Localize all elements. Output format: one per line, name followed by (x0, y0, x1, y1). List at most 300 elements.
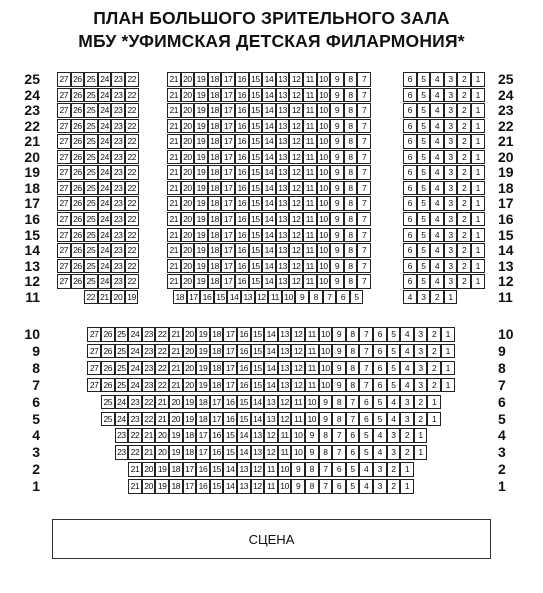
seat[interactable]: 9 (330, 181, 344, 196)
seat[interactable]: 27 (57, 243, 71, 258)
seat[interactable]: 16 (235, 196, 249, 211)
seat[interactable]: 17 (196, 445, 210, 460)
seat[interactable]: 8 (346, 327, 360, 342)
seat[interactable]: 27 (57, 165, 71, 180)
seat[interactable]: 14 (262, 243, 276, 258)
seat[interactable]: 20 (169, 412, 183, 427)
seat[interactable]: 17 (210, 395, 224, 410)
seat[interactable]: 15 (249, 196, 263, 211)
seat[interactable]: 12 (289, 243, 303, 258)
seat[interactable]: 4 (373, 428, 387, 443)
seat[interactable]: 11 (303, 88, 317, 103)
seat[interactable]: 18 (196, 395, 210, 410)
seat[interactable]: 13 (276, 119, 290, 134)
seat[interactable]: 20 (183, 327, 197, 342)
seat[interactable]: 21 (167, 212, 181, 227)
seat[interactable]: 15 (249, 212, 263, 227)
seat[interactable]: 17 (223, 378, 237, 393)
seat[interactable]: 24 (98, 150, 112, 165)
seat[interactable]: 14 (262, 134, 276, 149)
seat[interactable]: 4 (430, 181, 444, 196)
seat[interactable]: 7 (357, 274, 371, 289)
seat[interactable]: 27 (87, 378, 101, 393)
seat[interactable]: 8 (344, 134, 358, 149)
seat[interactable]: 27 (57, 228, 71, 243)
seat[interactable]: 24 (128, 344, 142, 359)
seat[interactable]: 16 (237, 327, 251, 342)
seat[interactable]: 6 (346, 428, 360, 443)
seat[interactable]: 15 (223, 428, 237, 443)
seat[interactable]: 13 (276, 72, 290, 87)
seat[interactable]: 5 (417, 103, 431, 118)
seat[interactable]: 17 (221, 228, 235, 243)
seat[interactable]: 15 (251, 327, 265, 342)
seat[interactable]: 15 (249, 72, 263, 87)
seat[interactable]: 26 (101, 344, 115, 359)
seat[interactable]: 10 (278, 479, 292, 494)
seat[interactable]: 23 (111, 134, 125, 149)
seat[interactable]: 2 (400, 428, 414, 443)
seat[interactable]: 21 (167, 274, 181, 289)
seat[interactable]: 21 (167, 259, 181, 274)
seat[interactable]: 10 (317, 212, 331, 227)
seat[interactable]: 7 (359, 361, 373, 376)
seat[interactable]: 25 (84, 88, 98, 103)
seat[interactable]: 14 (237, 445, 251, 460)
seat[interactable]: 24 (98, 181, 112, 196)
seat[interactable]: 22 (125, 181, 139, 196)
seat[interactable]: 22 (155, 378, 169, 393)
seat[interactable]: 2 (457, 103, 471, 118)
seat[interactable]: 19 (194, 150, 208, 165)
seat[interactable]: 25 (84, 228, 98, 243)
seat[interactable]: 6 (403, 119, 417, 134)
seat[interactable]: 21 (167, 196, 181, 211)
seat[interactable]: 19 (196, 344, 210, 359)
seat[interactable]: 2 (457, 134, 471, 149)
seat[interactable]: 12 (289, 228, 303, 243)
seat[interactable]: 9 (291, 462, 305, 477)
seat[interactable]: 18 (208, 196, 222, 211)
seat[interactable]: 12 (289, 119, 303, 134)
seat[interactable]: 18 (210, 344, 224, 359)
seat[interactable]: 3 (444, 72, 458, 87)
seat[interactable]: 18 (208, 150, 222, 165)
seat[interactable]: 4 (430, 228, 444, 243)
seat[interactable]: 6 (403, 88, 417, 103)
seat[interactable]: 14 (251, 412, 265, 427)
seat[interactable]: 6 (403, 243, 417, 258)
seat[interactable]: 21 (169, 327, 183, 342)
seat[interactable]: 21 (167, 150, 181, 165)
seat[interactable]: 14 (262, 150, 276, 165)
seat[interactable]: 15 (249, 134, 263, 149)
seat[interactable]: 12 (289, 274, 303, 289)
seat[interactable]: 1 (414, 428, 428, 443)
seat[interactable]: 4 (373, 445, 387, 460)
seat[interactable]: 21 (128, 479, 142, 494)
seat[interactable]: 25 (84, 181, 98, 196)
seat[interactable]: 8 (344, 72, 358, 87)
seat[interactable]: 8 (344, 150, 358, 165)
seat[interactable]: 6 (373, 344, 387, 359)
seat[interactable]: 16 (235, 150, 249, 165)
seat[interactable]: 14 (262, 88, 276, 103)
seat[interactable]: 19 (194, 165, 208, 180)
seat[interactable]: 10 (317, 119, 331, 134)
seat[interactable]: 8 (332, 395, 346, 410)
seat[interactable]: 8 (344, 196, 358, 211)
seat[interactable]: 12 (291, 327, 305, 342)
seat[interactable]: 11 (268, 290, 282, 305)
seat[interactable]: 5 (387, 378, 401, 393)
seat[interactable]: 6 (373, 361, 387, 376)
seat[interactable]: 9 (319, 395, 333, 410)
seat[interactable]: 24 (98, 103, 112, 118)
seat[interactable]: 25 (115, 327, 129, 342)
seat[interactable]: 24 (98, 228, 112, 243)
seat[interactable]: 15 (249, 88, 263, 103)
seat[interactable]: 15 (223, 445, 237, 460)
seat[interactable]: 14 (262, 119, 276, 134)
seat[interactable]: 9 (332, 378, 346, 393)
seat[interactable]: 26 (71, 150, 85, 165)
seat[interactable]: 25 (84, 165, 98, 180)
seat[interactable]: 2 (457, 72, 471, 87)
seat[interactable]: 19 (196, 327, 210, 342)
seat[interactable]: 26 (71, 259, 85, 274)
seat[interactable]: 12 (291, 361, 305, 376)
seat[interactable]: 4 (430, 274, 444, 289)
seat[interactable]: 9 (330, 228, 344, 243)
seat[interactable]: 8 (344, 88, 358, 103)
seat[interactable]: 10 (317, 72, 331, 87)
seat[interactable]: 2 (427, 344, 441, 359)
seat[interactable]: 16 (235, 274, 249, 289)
seat[interactable]: 17 (221, 150, 235, 165)
seat[interactable]: 16 (196, 462, 210, 477)
seat[interactable]: 10 (305, 395, 319, 410)
seat[interactable]: 4 (430, 259, 444, 274)
seat[interactable]: 4 (403, 290, 417, 305)
seat[interactable]: 16 (235, 212, 249, 227)
seat[interactable]: 26 (71, 119, 85, 134)
seat[interactable]: 21 (169, 361, 183, 376)
seat[interactable]: 27 (57, 259, 71, 274)
seat[interactable]: 21 (128, 462, 142, 477)
seat[interactable]: 5 (346, 462, 360, 477)
seat[interactable]: 12 (289, 212, 303, 227)
seat[interactable]: 24 (98, 274, 112, 289)
seat[interactable]: 9 (330, 88, 344, 103)
seat[interactable]: 6 (346, 445, 360, 460)
seat[interactable]: 1 (471, 134, 485, 149)
seat[interactable]: 5 (373, 412, 387, 427)
seat[interactable]: 22 (125, 212, 139, 227)
seat[interactable]: 16 (237, 361, 251, 376)
seat[interactable]: 19 (194, 228, 208, 243)
seat[interactable]: 15 (210, 462, 224, 477)
seat[interactable]: 17 (223, 327, 237, 342)
seat[interactable]: 19 (125, 290, 139, 305)
seat[interactable]: 9 (332, 327, 346, 342)
seat[interactable]: 22 (155, 361, 169, 376)
seat[interactable]: 19 (194, 196, 208, 211)
seat[interactable]: 5 (417, 212, 431, 227)
seat[interactable]: 13 (278, 378, 292, 393)
seat[interactable]: 2 (400, 445, 414, 460)
seat[interactable]: 26 (71, 103, 85, 118)
seat[interactable]: 4 (430, 165, 444, 180)
seat[interactable]: 15 (249, 103, 263, 118)
seat[interactable]: 10 (317, 88, 331, 103)
seat[interactable]: 15 (251, 361, 265, 376)
seat[interactable]: 24 (98, 119, 112, 134)
seat[interactable]: 20 (142, 479, 156, 494)
seat[interactable]: 1 (400, 462, 414, 477)
seat[interactable]: 16 (235, 181, 249, 196)
seat[interactable]: 25 (101, 395, 115, 410)
seat[interactable]: 20 (169, 395, 183, 410)
seat[interactable]: 22 (125, 72, 139, 87)
seat[interactable]: 2 (387, 479, 401, 494)
seat[interactable]: 12 (289, 259, 303, 274)
seat[interactable]: 20 (183, 344, 197, 359)
seat[interactable]: 4 (400, 378, 414, 393)
seat[interactable]: 8 (344, 181, 358, 196)
seat[interactable]: 7 (357, 228, 371, 243)
seat[interactable]: 6 (403, 165, 417, 180)
seat[interactable]: 23 (111, 243, 125, 258)
seat[interactable]: 10 (317, 228, 331, 243)
seat[interactable]: 26 (71, 165, 85, 180)
seat[interactable]: 18 (208, 212, 222, 227)
seat[interactable]: 17 (221, 119, 235, 134)
seat[interactable]: 21 (167, 243, 181, 258)
seat[interactable]: 17 (183, 479, 197, 494)
seat[interactable]: 17 (221, 259, 235, 274)
seat[interactable]: 9 (332, 344, 346, 359)
seat[interactable]: 3 (444, 212, 458, 227)
seat[interactable]: 7 (346, 395, 360, 410)
seat[interactable]: 17 (187, 290, 201, 305)
seat[interactable]: 12 (251, 479, 265, 494)
seat[interactable]: 1 (427, 412, 441, 427)
seat[interactable]: 7 (357, 88, 371, 103)
seat[interactable]: 5 (417, 243, 431, 258)
seat[interactable]: 6 (403, 103, 417, 118)
seat[interactable]: 26 (71, 134, 85, 149)
seat[interactable]: 23 (142, 327, 156, 342)
seat[interactable]: 9 (330, 259, 344, 274)
seat[interactable]: 18 (208, 103, 222, 118)
seat[interactable]: 3 (444, 88, 458, 103)
seat[interactable]: 5 (417, 119, 431, 134)
seat[interactable]: 5 (417, 228, 431, 243)
seat[interactable]: 24 (98, 88, 112, 103)
seat[interactable]: 1 (471, 212, 485, 227)
seat[interactable]: 2 (414, 395, 428, 410)
seat[interactable]: 18 (208, 274, 222, 289)
seat[interactable]: 3 (417, 290, 431, 305)
seat[interactable]: 19 (194, 119, 208, 134)
seat[interactable]: 11 (303, 228, 317, 243)
seat[interactable]: 17 (221, 165, 235, 180)
seat[interactable]: 13 (278, 344, 292, 359)
seat[interactable]: 3 (400, 412, 414, 427)
seat[interactable]: 3 (400, 395, 414, 410)
seat[interactable]: 27 (57, 181, 71, 196)
seat[interactable]: 7 (357, 196, 371, 211)
seat[interactable]: 22 (142, 395, 156, 410)
seat[interactable]: 24 (115, 395, 129, 410)
seat[interactable]: 12 (289, 72, 303, 87)
seat[interactable]: 1 (471, 259, 485, 274)
seat[interactable]: 1 (441, 344, 455, 359)
seat[interactable]: 17 (221, 243, 235, 258)
seat[interactable]: 17 (221, 134, 235, 149)
seat[interactable]: 13 (264, 412, 278, 427)
seat[interactable]: 11 (305, 327, 319, 342)
seat[interactable]: 10 (278, 462, 292, 477)
seat[interactable]: 23 (115, 445, 129, 460)
seat[interactable]: 20 (181, 103, 195, 118)
seat[interactable]: 20 (181, 165, 195, 180)
seat[interactable]: 11 (264, 479, 278, 494)
seat[interactable]: 25 (115, 344, 129, 359)
seat[interactable]: 20 (183, 361, 197, 376)
seat[interactable]: 3 (387, 445, 401, 460)
seat[interactable]: 2 (457, 274, 471, 289)
seat[interactable]: 26 (71, 243, 85, 258)
seat[interactable]: 24 (128, 327, 142, 342)
seat[interactable]: 9 (330, 103, 344, 118)
seat[interactable]: 13 (276, 243, 290, 258)
seat[interactable]: 12 (289, 150, 303, 165)
seat[interactable]: 21 (167, 88, 181, 103)
seat[interactable]: 2 (457, 196, 471, 211)
seat[interactable]: 13 (276, 165, 290, 180)
seat[interactable]: 4 (400, 344, 414, 359)
seat[interactable]: 5 (417, 134, 431, 149)
seat[interactable]: 7 (359, 378, 373, 393)
seat[interactable]: 16 (237, 344, 251, 359)
seat[interactable]: 2 (427, 327, 441, 342)
seat[interactable]: 10 (317, 243, 331, 258)
seat[interactable]: 26 (71, 181, 85, 196)
seat[interactable]: 14 (264, 344, 278, 359)
seat[interactable]: 15 (251, 344, 265, 359)
seat[interactable]: 20 (111, 290, 125, 305)
seat[interactable]: 5 (387, 344, 401, 359)
seat[interactable]: 2 (457, 150, 471, 165)
seat[interactable]: 10 (317, 196, 331, 211)
seat[interactable]: 8 (346, 361, 360, 376)
seat[interactable]: 6 (403, 274, 417, 289)
seat[interactable]: 10 (317, 103, 331, 118)
seat[interactable]: 23 (111, 103, 125, 118)
seat[interactable]: 12 (255, 290, 269, 305)
seat[interactable]: 4 (430, 119, 444, 134)
seat[interactable]: 8 (344, 119, 358, 134)
seat[interactable]: 21 (155, 412, 169, 427)
seat[interactable]: 21 (98, 290, 112, 305)
seat[interactable]: 21 (167, 119, 181, 134)
seat[interactable]: 3 (387, 428, 401, 443)
seat[interactable]: 26 (71, 88, 85, 103)
seat[interactable]: 13 (276, 150, 290, 165)
seat[interactable]: 12 (264, 445, 278, 460)
seat[interactable]: 18 (208, 88, 222, 103)
seat[interactable]: 3 (444, 134, 458, 149)
seat[interactable]: 1 (471, 228, 485, 243)
seat[interactable]: 24 (98, 72, 112, 87)
seat[interactable]: 20 (181, 243, 195, 258)
seat[interactable]: 22 (155, 327, 169, 342)
seat[interactable]: 4 (430, 196, 444, 211)
seat[interactable]: 5 (359, 428, 373, 443)
seat[interactable]: 11 (303, 259, 317, 274)
seat[interactable]: 7 (323, 290, 337, 305)
seat[interactable]: 6 (403, 196, 417, 211)
seat[interactable]: 11 (303, 134, 317, 149)
seat[interactable]: 20 (181, 88, 195, 103)
seat[interactable]: 1 (471, 181, 485, 196)
seat[interactable]: 11 (305, 344, 319, 359)
seat[interactable]: 16 (235, 243, 249, 258)
seat[interactable]: 18 (183, 445, 197, 460)
seat[interactable]: 11 (303, 150, 317, 165)
seat[interactable]: 1 (471, 88, 485, 103)
seat[interactable]: 26 (71, 274, 85, 289)
seat[interactable]: 13 (251, 428, 265, 443)
seat[interactable]: 22 (84, 290, 98, 305)
seat[interactable]: 26 (71, 212, 85, 227)
seat[interactable]: 12 (289, 88, 303, 103)
seat[interactable]: 20 (181, 274, 195, 289)
seat[interactable]: 22 (125, 243, 139, 258)
seat[interactable]: 26 (71, 72, 85, 87)
seat[interactable]: 3 (373, 479, 387, 494)
seat[interactable]: 11 (278, 445, 292, 460)
seat[interactable]: 7 (332, 428, 346, 443)
seat[interactable]: 9 (305, 445, 319, 460)
seat[interactable]: 13 (251, 445, 265, 460)
seat[interactable]: 8 (305, 462, 319, 477)
seat[interactable]: 17 (221, 103, 235, 118)
seat[interactable]: 20 (155, 428, 169, 443)
seat[interactable]: 1 (441, 361, 455, 376)
seat[interactable]: 14 (262, 181, 276, 196)
seat[interactable]: 4 (430, 243, 444, 258)
seat[interactable]: 3 (414, 361, 428, 376)
seat[interactable]: 13 (276, 196, 290, 211)
seat[interactable]: 3 (444, 103, 458, 118)
seat[interactable]: 1 (471, 119, 485, 134)
seat[interactable]: 3 (444, 119, 458, 134)
seat[interactable]: 12 (289, 103, 303, 118)
seat[interactable]: 23 (111, 259, 125, 274)
seat[interactable]: 18 (196, 412, 210, 427)
seat[interactable]: 26 (101, 327, 115, 342)
seat[interactable]: 10 (305, 412, 319, 427)
seat[interactable]: 21 (169, 344, 183, 359)
seat[interactable]: 6 (336, 290, 350, 305)
seat[interactable]: 16 (210, 428, 224, 443)
seat[interactable]: 24 (128, 361, 142, 376)
seat[interactable]: 4 (430, 150, 444, 165)
seat[interactable]: 2 (457, 181, 471, 196)
